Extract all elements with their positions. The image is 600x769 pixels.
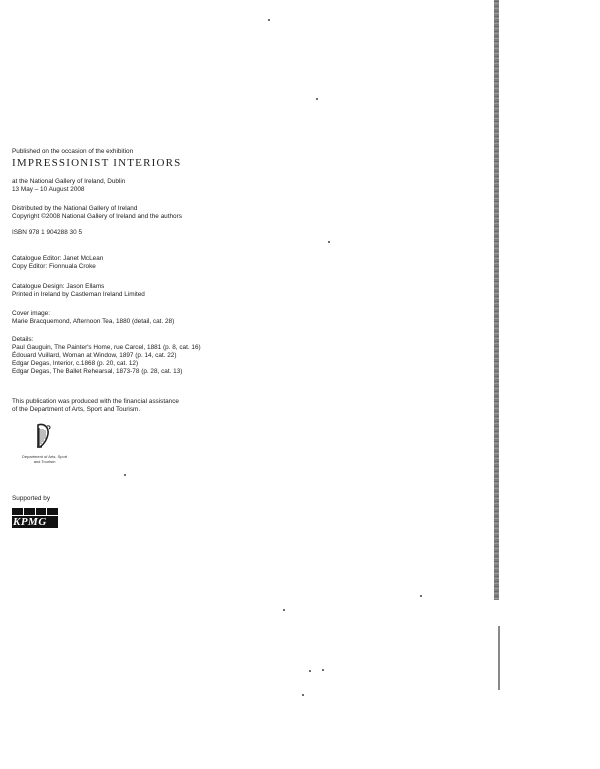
published-line: Published on the occasion of the exhibition: [12, 148, 134, 155]
kpmg-bar: [24, 508, 35, 515]
details-line: Édouard Vuillard, Woman at Window, 1897 (p. 14, cat. 22): [12, 352, 177, 359]
details-block: [12, 336, 201, 376]
sponsor-label: Supported by: [12, 495, 51, 502]
harp-crest-icon: [32, 422, 54, 450]
scan-speck: [268, 19, 270, 21]
funding-block: [12, 398, 179, 414]
scan-speck: [309, 670, 311, 672]
editorial-block: [12, 255, 103, 271]
design-line: Catalogue Design: Jason Ellams: [12, 283, 105, 290]
cover-block: [12, 310, 174, 326]
crest-caption-line: and Tourism: [33, 459, 56, 464]
isbn-block: [12, 229, 82, 237]
funding-line: of the Department of Arts, Sport and Tourism.: [12, 406, 141, 413]
crest-caption: [22, 454, 67, 464]
copyright-line: Copyright ©2008 National Gallery of Ireland and the authors: [12, 213, 182, 220]
production-block: [12, 283, 145, 299]
scan-binding-edge: [494, 0, 499, 600]
funding-line: This publication was produced with the financial assistance: [12, 398, 179, 405]
kpmg-bar: [36, 508, 47, 515]
printer-line: Printed in Ireland by Castleman Ireland Limited: [12, 291, 145, 298]
kpmg-logo: [12, 508, 58, 528]
venue-line: at the National Gallery of Ireland, Dublin: [12, 178, 126, 185]
scan-speck: [283, 609, 285, 611]
details-line: Edgar Degas, The Ballet Rehearsal, 1873-78 (p. 28, cat. 13): [12, 368, 183, 375]
cover-heading: Cover image:: [12, 310, 51, 317]
catalogue-editor-line: Catalogue Editor: Janet McLean: [12, 255, 104, 262]
scan-speck: [322, 669, 324, 671]
kpmg-bar: [12, 508, 23, 515]
details-line: Paul Gauguin, The Painter's Home, rue Carcel, 1881 (p. 8, cat. 16): [12, 344, 201, 351]
dates-line: 13 May – 10 August 2008: [12, 186, 85, 193]
scan-speck: [328, 241, 330, 243]
exhibition-title: IMPRESSIONIST INTERIORS: [12, 157, 182, 169]
published-line-block: [12, 148, 133, 156]
scan-speck: [316, 98, 318, 100]
distribution-block: [12, 205, 182, 221]
kpmg-logo-text: KPMG: [12, 516, 58, 528]
copy-editor-line: Copy Editor: Fionnuala Croke: [12, 263, 96, 270]
kpmg-bar: [47, 508, 58, 515]
kpmg-logo-bars: [12, 508, 58, 515]
scan-binding-edge-lower: [498, 626, 500, 690]
venue-block: [12, 178, 125, 194]
distribution-line: Distributed by the National Gallery of Ireland: [12, 205, 138, 212]
scan-speck: [420, 595, 422, 597]
isbn-line: ISBN 978 1 904288 30 5: [12, 229, 82, 236]
details-heading: Details:: [12, 336, 34, 343]
scan-speck: [302, 694, 304, 696]
scan-speck: [124, 474, 126, 476]
details-line: Edgar Degas, Interior, c.1868 (p. 20, cat. 12): [12, 360, 139, 367]
cover-credit-line: Marie Bracquemond, Afternoon Tea, 1880 (detail, cat. 28): [12, 318, 175, 325]
crest-caption-line: Department of Arts, Sport: [22, 454, 68, 459]
